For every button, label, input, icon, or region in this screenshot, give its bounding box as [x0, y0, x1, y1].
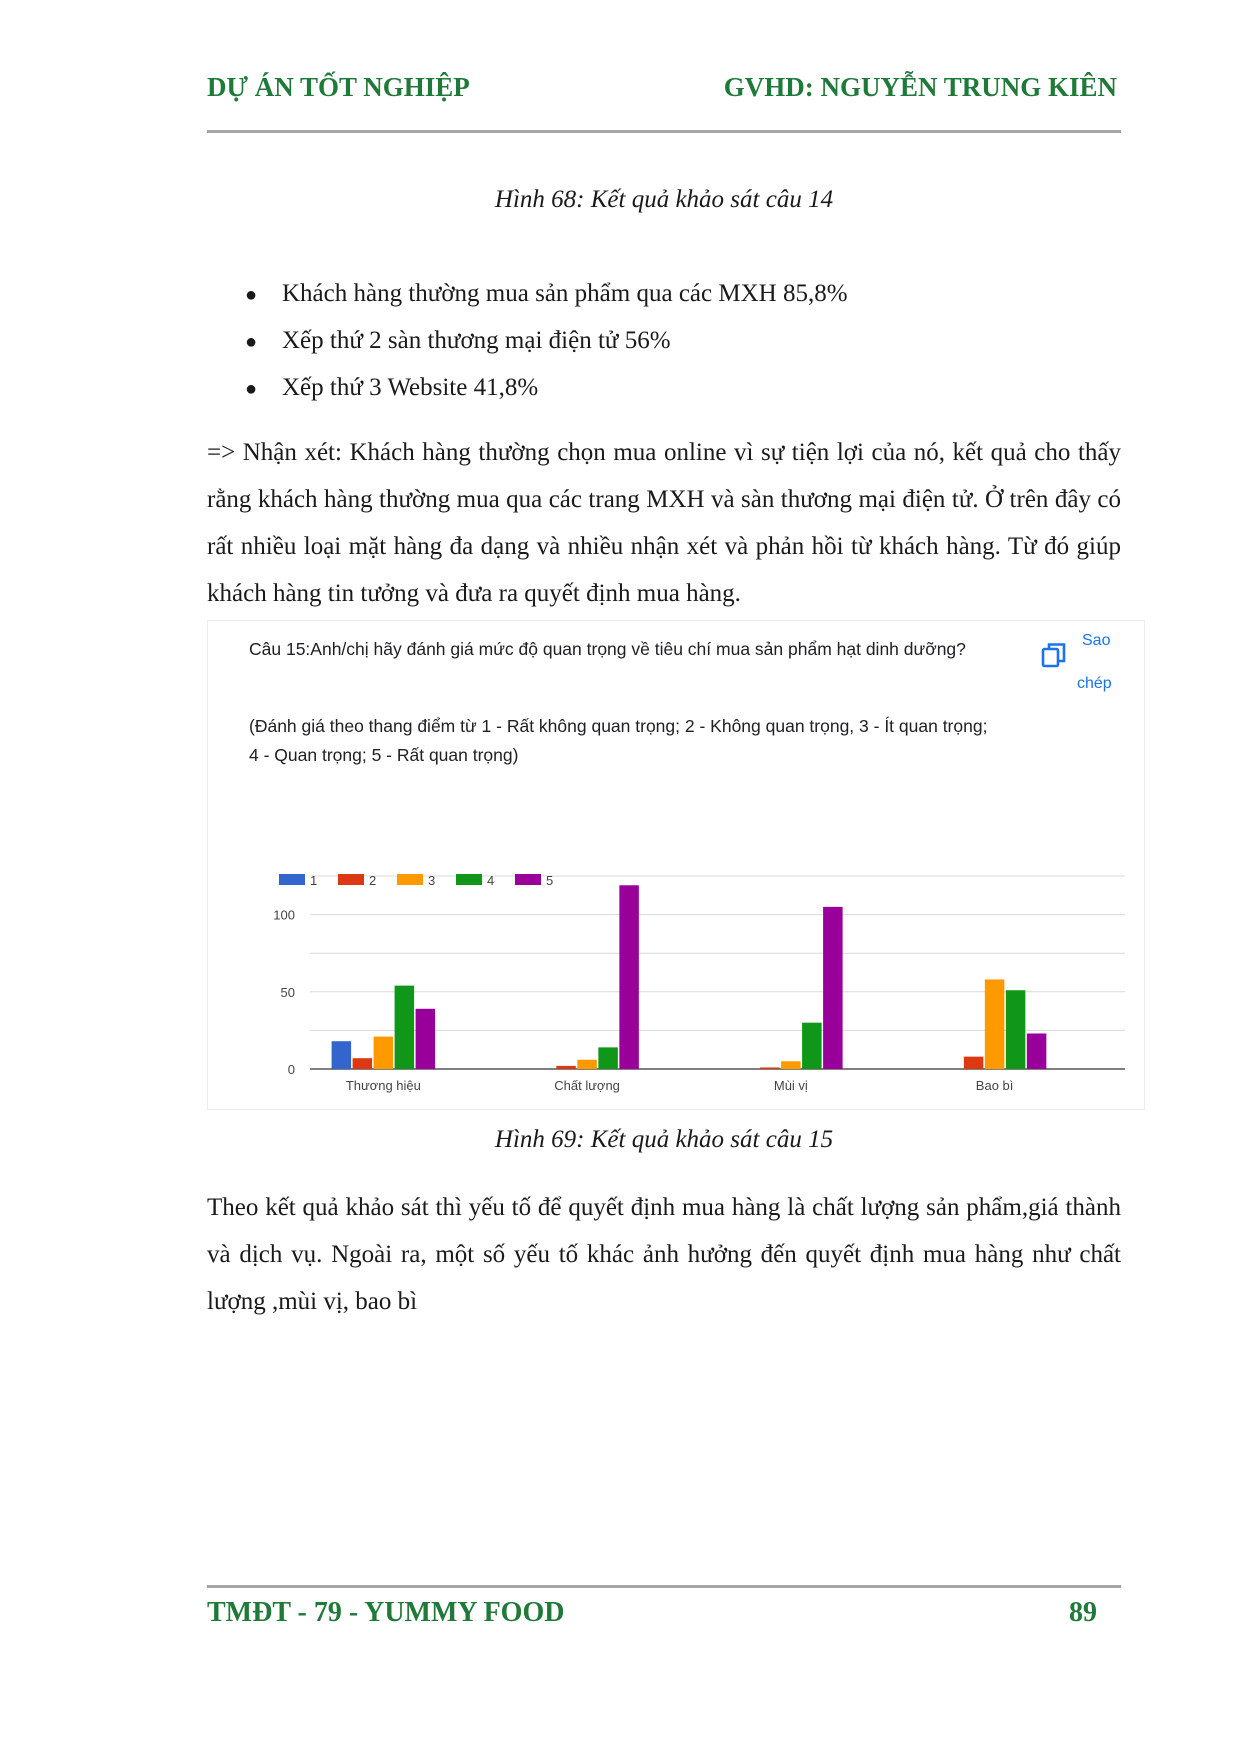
y-tick-label: 50 [280, 984, 295, 1000]
bar-bao-bì-3 [985, 979, 1005, 1069]
page-footer [207, 1597, 1117, 1637]
x-tick-label: Chất lượng [554, 1078, 620, 1093]
bullet-icon: ● [245, 378, 258, 400]
bar-chất-lượng-3 [577, 1060, 597, 1069]
bullet-icon: ● [245, 331, 258, 353]
header-divider [207, 130, 1121, 133]
footer-title: TMĐT - 79 - YUMMY FOOD [207, 1597, 565, 1628]
x-tick-label: Mùi vị [773, 1078, 808, 1093]
figure-69-caption: Hình 69: Kết quả khảo sát câu 15 [494, 1126, 834, 1153]
legend-swatch-1 [279, 874, 305, 885]
bar-thương-hiệu-2 [353, 1058, 373, 1069]
legend-label: 4 [487, 873, 495, 888]
x-tick-label: Bao bì [975, 1078, 1014, 1093]
bar-chất-lượng-2 [556, 1066, 576, 1069]
survey-question: Câu 15:Anh/chị hãy đánh giá mức độ quan trọng về tiêu chí mua sản phẩm hạt dinh dưỡng? [249, 639, 966, 659]
list-item [245, 364, 848, 411]
paragraph-conclusion: Theo kết quả khảo sát thì yếu tố để quyết định mua hàng là chất lượng sản phẩm,giá thành và dịch vụ. Ngoài ra, một số yếu tố khác ảnh hưởng đến quyết định mua hàng như chất lượng ,mùi vị, bao bì [207, 1194, 1121, 1315]
bar-bao-bì-5 [1027, 1033, 1047, 1069]
bar-bao-bì-4 [1006, 990, 1026, 1069]
bar-chất-lượng-5 [619, 885, 639, 1069]
legend-swatch-2 [338, 874, 364, 885]
bullet-text: Xếp thứ 3 Website 41,8% [282, 374, 539, 401]
header-advisor: GVHD: NGUYỄN TRUNG KIÊN [723, 72, 1117, 102]
y-tick-label: 0 [287, 1062, 295, 1077]
bar-thương-hiệu-4 [395, 986, 415, 1069]
legend-label: 2 [369, 873, 377, 888]
header-project-title: DỰ ÁN TỐT NGHIỆP [207, 72, 470, 102]
list-item [245, 317, 848, 364]
bar-thương-hiệu-3 [374, 1037, 394, 1069]
legend-label: 5 [546, 873, 554, 888]
copy-label: Sao [1082, 632, 1111, 649]
x-tick-label: Thương hiệu [345, 1078, 421, 1093]
bullet-text: Xếp thứ 2 sàn thương mại điện tử 56% [282, 327, 671, 354]
page-header [207, 72, 1117, 112]
figure-68-caption: Hình 68: Kết quả khảo sát câu 14 [494, 186, 834, 213]
bar-mùi-vị-4 [802, 1023, 822, 1069]
bar-mùi-vị-5 [823, 907, 843, 1069]
legend-label: 1 [310, 873, 318, 888]
paragraph-remark: => Nhận xét: Khách hàng thường chọn mua online vì sự tiện lợi của nó, kết quả cho thấy rằng khách hàng thường mua qua các trang MXH và sàn thương mại điện tử. Ở trên đây có rất nhiều loại mặt hàng đa dạng và nhiều nhận xét và phản hồi từ khách hàng. Từ đó giúp khách hàng tin tưởng và đưa ra quyết định mua hàng. [207, 439, 1121, 607]
bar-mùi-vị-3 [781, 1061, 801, 1069]
legend-swatch-4 [456, 874, 482, 885]
bar-mùi-vị-2 [760, 1067, 780, 1069]
bar-chất-lượng-4 [598, 1047, 618, 1069]
footer-divider [207, 1585, 1121, 1588]
legend-label: 3 [428, 873, 436, 888]
legend-swatch-5 [515, 874, 541, 885]
bar-bao-bì-2 [964, 1057, 984, 1069]
page-number: 89 [1069, 1597, 1097, 1628]
bar-chart [207, 620, 1145, 1110]
y-tick-label: 100 [273, 907, 295, 923]
bar-thương-hiệu-1 [332, 1041, 352, 1069]
bar-thương-hiệu-5 [416, 1009, 436, 1069]
bullet-icon: ● [245, 284, 258, 306]
survey-figure [207, 620, 1145, 1110]
bullet-text: Khách hàng thường mua sản phẩm qua các MXH 85,8% [282, 280, 848, 307]
survey-scale-note: (Đánh giá theo thang điểm từ 1 - Rất không quan trọng; 2 - Không quan trọng, 3 - Ít quan trọng; 4 - Quan trọng; 5 - Rất quan trọng) [249, 716, 988, 765]
list-item [245, 270, 848, 317]
bullet-list [245, 270, 848, 411]
copy-label: chép [1077, 675, 1112, 692]
legend-swatch-3 [397, 874, 423, 885]
